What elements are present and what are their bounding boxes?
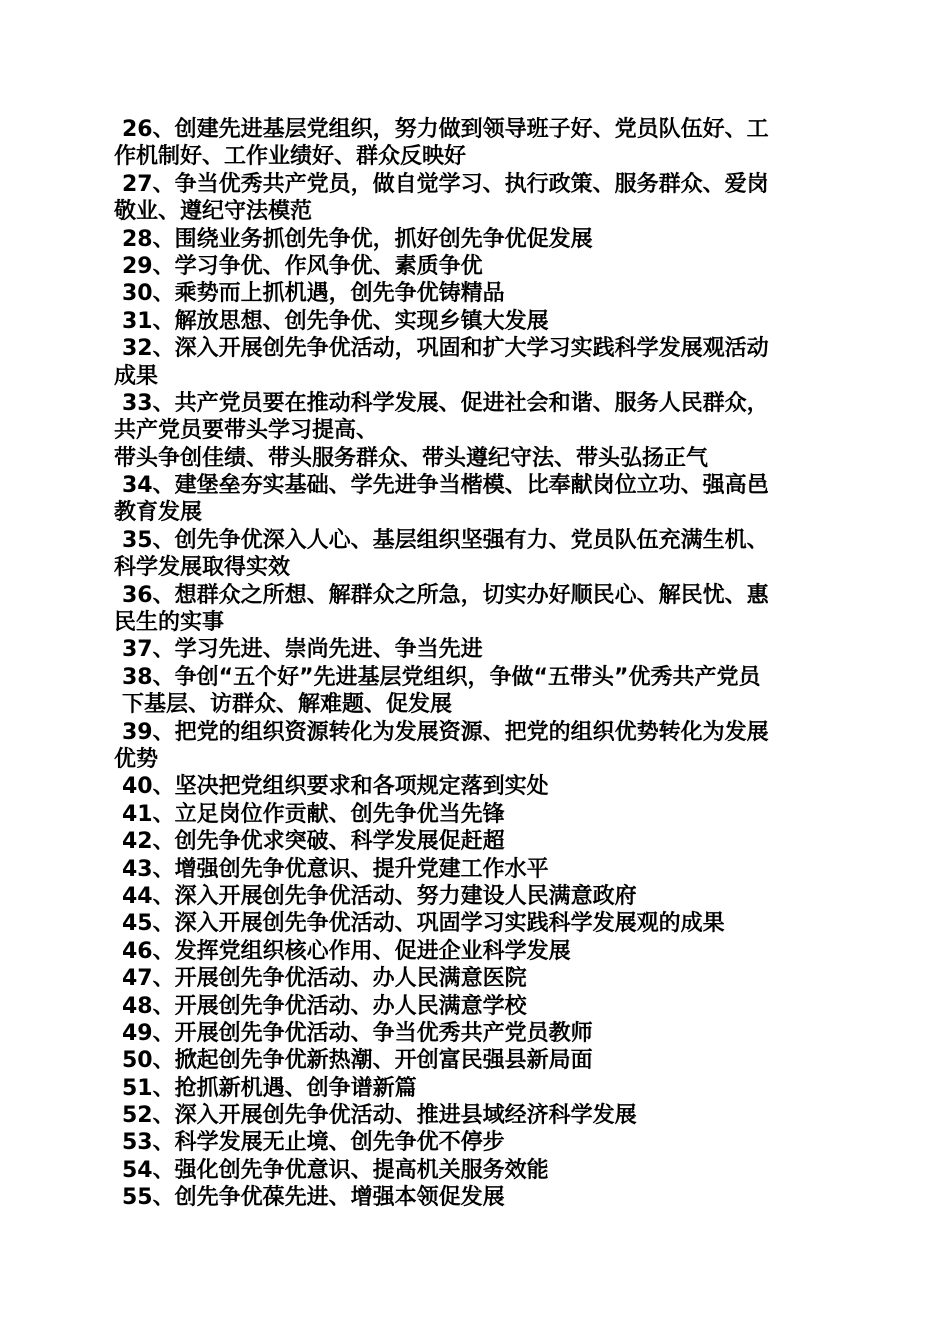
text-line: 33、共产党员要在推动科学发展、促进社会和谐、服务人民群众，	[122, 390, 769, 416]
text-line: 民生的实事	[114, 610, 225, 636]
text-line: 31、解放思想、创先争优、实现乡镇大发展	[122, 308, 549, 334]
text-line: 下基层、访群众、解难题、促发展	[122, 692, 453, 718]
text-line: 带头争创佳绩、带头服务群众、带头遵纪守法、带头弘扬正气	[114, 445, 709, 471]
text-line: 教育发展	[114, 500, 203, 526]
text-line: 54、强化创先争优意识、提高机关服务效能	[122, 1157, 549, 1183]
text-line: 优势	[114, 746, 159, 772]
text-line: 26、创建先进基层党组织，努力做到领导班子好、党员队伍好、工	[122, 117, 769, 142]
text-line: 36、想群众之所想、解群众之所急，切实办好顺民心、解民忧、惠	[122, 582, 769, 608]
text-line: 46、发挥党组织核心作用、促进企业科学发展	[122, 938, 571, 964]
text-line: 40、坚决把党组织要求和各项规定落到实处	[122, 774, 549, 800]
text-line: 共产党员要带头学习提高、	[114, 418, 379, 444]
text-line: 41、立足岗位作贡献、创先争优当先锋	[122, 801, 505, 827]
text-line: 53、科学发展无止境、创先争优不停步	[122, 1130, 505, 1156]
text-line: 32、深入开展创先争优活动，巩固和扩大学习实践科学发展观活动	[122, 336, 769, 362]
text-line: 42、创先争优求突破、科学发展促赶超	[122, 829, 505, 855]
text-line: 45、深入开展创先争优活动、巩固学习实践科学发展观的成果	[122, 911, 725, 937]
text-line: 28、围绕业务抓创先争优，抓好创先争优促发展	[122, 226, 593, 252]
text-line: 敬业、遵纪守法模范	[114, 199, 313, 225]
text-line: 44、深入开展创先争优活动、努力建设人民满意政府	[122, 883, 637, 909]
text-line: 成果	[114, 363, 159, 389]
text-line: 51、抢抓新机遇、创争谱新篇	[122, 1075, 417, 1101]
text-line: 科学发展取得实效	[114, 555, 291, 581]
text-line: 34、建堡垒夯实基础、学先进争当楷模、比奉献岗位立功、强高邑	[122, 473, 769, 499]
slogan-list	[114, 116, 826, 1212]
document-page	[114, 116, 826, 1212]
text-line: 47、开展创先争优活动、办人民满意医院	[122, 966, 527, 992]
text-line: 38、争创“五个好”先进基层党组织，争做“五带头”优秀共产党员	[122, 664, 761, 690]
text-line: 49、开展创先争优活动、争当优秀共产党员教师	[122, 1020, 593, 1046]
text-line: 39、把党的组织资源转化为发展资源、把党的组织优势转化为发展	[122, 719, 769, 745]
text-line: 30、乘势而上抓机遇，创先争优铸精品	[122, 281, 505, 307]
text-line: 55、创先争优葆先进、增强本领促发展	[122, 1185, 505, 1211]
text-line: 35、创先争优深入人心、基层组织坚强有力、党员队伍充满生机、	[122, 527, 769, 553]
text-line: 52、深入开展创先争优活动、推进县域经济科学发展	[122, 1103, 637, 1129]
text-line: 43、增强创先争优意识、提升党建工作水平	[122, 856, 549, 882]
text-line: 作机制好、工作业绩好、群众反映好	[114, 144, 467, 170]
text-line: 29、学习争优、作风争优、素质争优	[122, 253, 483, 279]
text-line: 48、开展创先争优活动、办人民满意学校	[122, 993, 527, 1019]
text-line: 50、掀起创先争优新热潮、开创富民强县新局面	[122, 1048, 593, 1074]
text-line: 27、争当优秀共产党员，做自觉学习、执行政策、服务群众、爱岗	[122, 171, 769, 197]
text-line: 37、学习先进、崇尚先进、争当先进	[122, 637, 483, 663]
